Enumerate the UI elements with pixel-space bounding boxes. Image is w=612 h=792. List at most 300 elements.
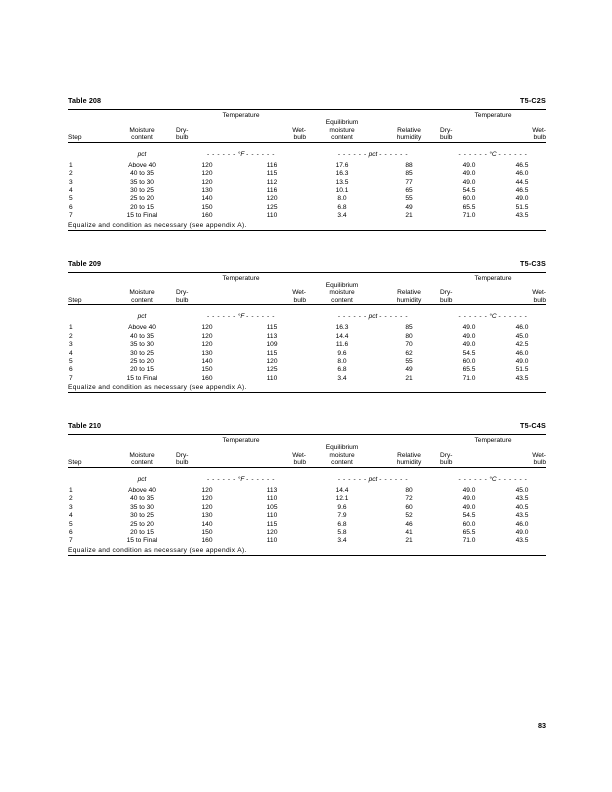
cell-relative-humidity: 52: [405, 512, 413, 520]
table-code: T5-C3S: [520, 258, 546, 268]
cell-relative-humidity: 77: [405, 178, 413, 186]
cell-wet-bulb-f: 115: [266, 520, 278, 528]
cell-relative-humidity: 62: [405, 349, 413, 357]
dash-left: - - - - - -: [337, 313, 367, 321]
units-temperature-f: [176, 143, 306, 158]
col-header-moisture-content-line1: Moisture: [129, 289, 155, 297]
cell-wet-bulb-f: 116: [266, 161, 278, 169]
col-header-dry-bulb-f-line2: bulb: [176, 296, 189, 304]
table-caption-row: [68, 421, 546, 430]
cell-dry-bulb-f: 120: [201, 341, 213, 349]
dash-right: - - - - - -: [379, 150, 409, 158]
dash-right: - - - - - -: [498, 150, 528, 158]
cell-dry-bulb-f: 160: [201, 212, 213, 220]
cell-emc: 6.8: [337, 203, 347, 211]
cell-relative-humidity: 70: [405, 341, 413, 349]
cell-wet-bulb-c: 43.5: [515, 512, 529, 520]
units-emc: [306, 143, 440, 158]
cell-moisture-content: 25 to 20: [130, 195, 154, 203]
cell-dry-bulb-f: 140: [201, 520, 213, 528]
cell-dry-bulb-c: 71.0: [462, 374, 476, 382]
cell-wet-bulb-c: 43.5: [515, 212, 529, 220]
cell-emc: 9.6: [337, 503, 347, 511]
cell-moisture-content: Above 40: [128, 487, 156, 495]
table-code: T5-C4S: [520, 421, 546, 431]
col-header-dry-bulb-f-line1: Dry-: [176, 289, 189, 297]
cell-relative-humidity: 55: [405, 195, 413, 203]
spacer: [378, 273, 440, 282]
units-c-symbol: °C: [489, 476, 497, 484]
cell-relative-humidity: 60: [405, 503, 413, 511]
col-header-rh-line2: humidity: [396, 134, 422, 142]
table-caption: Table 210: [68, 421, 102, 431]
cell-dry-bulb-c: 49.0: [462, 161, 476, 169]
cell-dry-bulb-f: 120: [201, 332, 213, 340]
cell-dry-bulb-c: 49.0: [462, 503, 476, 511]
col-header-emc-line1: Equilibrium: [325, 444, 359, 452]
cell-dry-bulb-f: 150: [201, 203, 213, 211]
cell-step: 7: [69, 374, 73, 382]
dash-left: - - - - - -: [206, 313, 236, 321]
cell-step: 7: [69, 212, 73, 220]
table-row: [68, 195, 546, 203]
cell-moisture-content: Above 40: [128, 161, 156, 169]
cell-wet-bulb-c: 46.0: [515, 349, 529, 357]
table-note-row: [68, 221, 546, 231]
cell-emc: 8.0: [337, 358, 347, 366]
cell-wet-bulb-c: 45.0: [515, 487, 529, 495]
table-code: T5-C2S: [520, 96, 546, 105]
col-header-rh-line2: humidity: [396, 296, 422, 304]
units-f-symbol: °F: [237, 313, 245, 321]
cell-wet-bulb-f: 116: [266, 187, 278, 194]
col-header-relative-humidity: [378, 282, 440, 305]
cell-moisture-content: 35 to 30: [130, 341, 154, 349]
table-row: [68, 504, 546, 512]
page-number: 83: [538, 721, 546, 730]
col-header-wet-bulb-f-line2: bulb: [293, 459, 306, 467]
table-units-row: [68, 468, 546, 483]
table-bottom-rule: [68, 230, 546, 231]
cell-dry-bulb-f: 140: [201, 195, 213, 203]
cell-relative-humidity: 46: [405, 520, 413, 528]
cell-wet-bulb-c: 42.5: [515, 341, 529, 349]
cell-dry-bulb-f: 120: [201, 178, 213, 186]
cell-moisture-content: Above 40: [128, 324, 156, 332]
table-row: [68, 495, 546, 503]
cell-step: 3: [69, 341, 73, 349]
cell-wet-bulb-f: 120: [266, 195, 278, 203]
col-header-wet-bulb-f: [238, 282, 306, 305]
dash-left: - - - - - -: [337, 476, 367, 484]
cell-dry-bulb-c: 49.0: [462, 324, 476, 332]
col-header-step: Step: [68, 459, 82, 467]
cell-dry-bulb-f: 120: [201, 161, 213, 169]
col-header-rh-line1: Relative: [397, 451, 421, 459]
col-header-dry-bulb-c: [440, 119, 498, 142]
col-header-wet-bulb-f-line2: bulb: [293, 134, 306, 142]
schedule-table: [68, 272, 546, 394]
spacer: [306, 273, 378, 282]
col-header-moisture-content-line1: Moisture: [129, 451, 155, 459]
spacer: [378, 435, 440, 444]
spacer: [378, 110, 440, 119]
cell-emc: 5.8: [337, 529, 347, 537]
col-header-moisture-content-line2: content: [131, 296, 153, 304]
cell-emc: 3.4: [337, 537, 347, 545]
cell-wet-bulb-c: 49.0: [515, 358, 529, 366]
cell-moisture-content: 20 to 15: [130, 203, 154, 211]
col-header-wet-bulb-f: [238, 119, 306, 142]
col-header-wet-bulb-f-line2: bulb: [293, 296, 306, 304]
cell-wet-bulb-c: 43.5: [515, 374, 529, 382]
table-block-208: [68, 96, 546, 231]
col-header-dry-bulb-f-line1: Dry-: [176, 451, 189, 459]
cell-wet-bulb-c: 45.0: [515, 332, 529, 340]
cell-emc: 11.6: [335, 341, 349, 349]
dash-left: - - - - - -: [458, 150, 488, 158]
cell-wet-bulb-f: 110: [266, 374, 278, 382]
cell-moisture-content: 25 to 20: [130, 520, 154, 528]
spacer: [108, 435, 176, 444]
table-span-header-row: [68, 435, 546, 444]
cell-dry-bulb-f: 160: [201, 374, 213, 382]
cell-wet-bulb-f: 110: [266, 512, 278, 520]
table-block-210: [68, 421, 546, 556]
cell-relative-humidity: 41: [405, 529, 413, 537]
cell-dry-bulb-f: 120: [201, 170, 213, 178]
dash-right: - - - - - -: [379, 476, 409, 484]
cell-step: 5: [69, 520, 73, 528]
cell-step: 7: [69, 537, 73, 545]
cell-dry-bulb-f: 130: [201, 349, 213, 357]
cell-moisture-content: 30 to 25: [130, 187, 154, 194]
cell-relative-humidity: 21: [405, 212, 413, 220]
table-bottom-rule: [68, 555, 546, 556]
cell-dry-bulb-c: 49.0: [462, 495, 476, 503]
cell-step: 6: [69, 366, 73, 374]
col-header-dry-bulb-c-line2: bulb: [440, 296, 453, 304]
cell-emc: 16.3: [335, 324, 349, 332]
cell-moisture-content: 20 to 15: [130, 529, 154, 537]
cell-relative-humidity: 55: [405, 358, 413, 366]
dash-left: - - - - - -: [337, 150, 367, 158]
dash-right: - - - - - -: [498, 476, 528, 484]
spacer: [68, 468, 108, 483]
cell-step: 2: [69, 170, 73, 178]
col-header-dry-bulb-c-line2: bulb: [440, 459, 453, 467]
cell-dry-bulb-c: 65.5: [462, 203, 476, 211]
col-header-relative-humidity: [378, 444, 440, 467]
table-row: [68, 170, 546, 178]
col-header-moisture-content: [108, 282, 176, 305]
cell-emc: 3.4: [337, 374, 347, 382]
cell-dry-bulb-f: 130: [201, 512, 213, 520]
cell-step: 6: [69, 203, 73, 211]
cell-emc: 12.1: [335, 495, 349, 503]
table-units-row: [68, 143, 546, 158]
units-temperature-c: [440, 468, 546, 483]
col-header-wet-bulb-c-line2: bulb: [533, 459, 546, 467]
dash-left: - - - - - -: [206, 150, 236, 158]
cell-emc: 6.8: [337, 366, 347, 374]
cell-wet-bulb-f: 110: [266, 212, 278, 220]
cell-step: 5: [69, 195, 73, 203]
spacer: [68, 273, 108, 282]
table-note-row: [68, 383, 546, 393]
cell-wet-bulb-f: 105: [266, 503, 278, 511]
table-bottom-rule: [68, 393, 546, 394]
table-note-row: [68, 546, 546, 556]
table-column-header-row: [68, 444, 546, 467]
cell-emc: 9.6: [337, 349, 347, 357]
cell-dry-bulb-c: 54.5: [462, 349, 476, 357]
dash-right: - - - - - -: [246, 476, 276, 484]
cell-wet-bulb-f: 120: [266, 529, 278, 537]
table-column-header-row: [68, 119, 546, 142]
cell-relative-humidity: 80: [405, 332, 413, 340]
table-row: [68, 320, 546, 332]
cell-dry-bulb-c: 60.0: [462, 358, 476, 366]
cell-wet-bulb-f: 110: [266, 537, 278, 545]
cell-relative-humidity: 88: [405, 161, 413, 169]
units-moisture: pct: [137, 150, 147, 158]
span-header-temperature-c: Temperature: [474, 112, 512, 119]
spacer: [68, 143, 108, 158]
cell-step: 1: [69, 161, 73, 169]
cell-dry-bulb-c: 71.0: [462, 212, 476, 220]
dash-right: - - - - - -: [246, 150, 276, 158]
table-note: Equalize and condition as necessary (see appendix A).: [68, 546, 247, 554]
cell-moisture-content: 35 to 30: [130, 503, 154, 511]
dash-left: - - - - - -: [206, 476, 236, 484]
span-header-temperature-f: Temperature: [222, 437, 260, 445]
cell-emc: 6.8: [337, 520, 347, 528]
col-header-moisture-content-line2: content: [131, 459, 153, 467]
cell-wet-bulb-f: 115: [266, 349, 278, 357]
col-header-dry-bulb-c: [440, 444, 498, 467]
col-header-emc-line3: content: [331, 134, 353, 142]
cell-dry-bulb-f: 120: [201, 503, 213, 511]
table-span-header-row: [68, 273, 546, 282]
cell-relative-humidity: 21: [405, 537, 413, 545]
cell-moisture-content: 30 to 25: [130, 349, 154, 357]
units-pct-symbol: pct: [368, 313, 378, 321]
units-temperature-c: [440, 143, 546, 158]
cell-wet-bulb-f: 115: [266, 324, 278, 332]
cell-relative-humidity: 85: [405, 170, 413, 178]
cell-wet-bulb-c: 46.0: [515, 324, 529, 332]
cell-wet-bulb-c: 51.5: [515, 366, 529, 374]
cell-dry-bulb-c: 49.0: [462, 170, 476, 178]
units-moisture: pct: [137, 476, 147, 484]
cell-emc: 8.0: [337, 195, 347, 203]
dash-left: - - - - - -: [458, 313, 488, 321]
spacer: [306, 110, 378, 119]
cell-moisture-content: 15 to Final: [126, 212, 158, 220]
schedule-table: [68, 109, 546, 231]
table-row: [68, 158, 546, 170]
table-row: [68, 358, 546, 366]
units-c-symbol: °C: [489, 150, 497, 158]
schedule-table: [68, 434, 546, 556]
table-row: [68, 366, 546, 374]
cell-dry-bulb-f: 120: [201, 495, 213, 503]
cell-emc: 10.1: [335, 187, 349, 194]
col-header-emc: [306, 282, 378, 305]
cell-emc: 3.4: [337, 212, 347, 220]
table-caption-row: [68, 96, 546, 105]
cell-wet-bulb-f: 125: [266, 366, 278, 374]
cell-step: 4: [69, 187, 73, 194]
cell-relative-humidity: 49: [405, 203, 413, 211]
cell-wet-bulb-f: 120: [266, 358, 278, 366]
cell-step: 5: [69, 358, 73, 366]
units-moisture: pct: [137, 313, 147, 321]
spacer: [108, 273, 176, 282]
cell-relative-humidity: 49: [405, 366, 413, 374]
cell-wet-bulb-f: 110: [266, 495, 278, 503]
col-header-dry-bulb-f: [176, 444, 238, 467]
dash-right: - - - - - -: [246, 313, 276, 321]
cell-emc: 14.4: [335, 332, 349, 340]
units-f-symbol: °F: [237, 476, 245, 484]
cell-dry-bulb-c: 49.0: [462, 341, 476, 349]
col-header-emc-line1: Equilibrium: [325, 281, 359, 289]
cell-dry-bulb-f: 160: [201, 537, 213, 545]
cell-emc: 13.5: [335, 178, 349, 186]
table-units-row: [68, 305, 546, 320]
cell-wet-bulb-c: 43.5: [515, 537, 529, 545]
cell-wet-bulb-c: 46.5: [515, 187, 529, 194]
cell-dry-bulb-f: 140: [201, 358, 213, 366]
units-pct-symbol: pct: [368, 476, 378, 484]
span-header-temperature-c: Temperature: [474, 437, 512, 445]
spacer: [68, 435, 108, 444]
table-block-209: [68, 259, 546, 394]
cell-moisture-content: 40 to 35: [130, 495, 154, 503]
col-header-wet-bulb-c-line2: bulb: [533, 296, 546, 304]
dash-left: - - - - - -: [458, 476, 488, 484]
table-note: Equalize and condition as necessary (see appendix A).: [68, 221, 247, 229]
col-header-wet-bulb-c: [498, 282, 546, 305]
col-header-emc-line2: moisture: [329, 289, 355, 297]
units-c-symbol: °C: [489, 313, 497, 321]
cell-wet-bulb-c: 49.0: [515, 529, 529, 537]
table-caption: Table 208: [68, 96, 102, 105]
col-header-dry-bulb-f-line2: bulb: [176, 134, 189, 142]
col-header-rh-line2: humidity: [396, 459, 422, 467]
cell-step: 2: [69, 495, 73, 503]
units-f-symbol: °F: [237, 150, 245, 158]
table-row: [68, 341, 546, 349]
cell-dry-bulb-c: 54.5: [462, 187, 476, 194]
cell-dry-bulb-c: 54.5: [462, 512, 476, 520]
col-header-wet-bulb-f-line1: Wet-: [292, 451, 306, 459]
cell-step: 4: [69, 349, 73, 357]
cell-moisture-content: 35 to 30: [130, 178, 154, 186]
spacer: [108, 110, 176, 119]
cell-moisture-content: 25 to 20: [130, 358, 154, 366]
table-row: [68, 483, 546, 495]
col-header-wet-bulb-f-line1: Wet-: [292, 289, 306, 297]
col-header-emc-line1: Equilibrium: [325, 119, 359, 126]
dash-right: - - - - - -: [379, 313, 409, 321]
table-caption-row: [68, 259, 546, 268]
table-row: [68, 350, 546, 358]
cell-relative-humidity: 21: [405, 374, 413, 382]
page-content: [68, 96, 546, 584]
cell-wet-bulb-f: 115: [266, 170, 278, 178]
col-header-dry-bulb-c-line2: bulb: [440, 134, 453, 142]
cell-moisture-content: 30 to 25: [130, 512, 154, 520]
cell-relative-humidity: 65: [405, 187, 413, 194]
table-row: [68, 204, 546, 212]
col-header-step: Step: [68, 134, 82, 142]
table-row: [68, 529, 546, 537]
dash-right: - - - - - -: [498, 313, 528, 321]
cell-wet-bulb-c: 49.0: [515, 195, 529, 203]
spacer: [68, 110, 108, 119]
span-header-temperature-c: Temperature: [474, 274, 512, 282]
units-temperature-f: [176, 468, 306, 483]
cell-wet-bulb-c: 46.0: [515, 520, 529, 528]
table-span-header-row: [68, 110, 546, 119]
cell-wet-bulb-c: 43.5: [515, 495, 529, 503]
cell-step: 6: [69, 529, 73, 537]
cell-step: 1: [69, 324, 73, 332]
col-header-wet-bulb-c: [498, 444, 546, 467]
cell-moisture-content: 15 to Final: [126, 537, 158, 545]
table-caption: Table 209: [68, 258, 102, 268]
cell-wet-bulb-c: 46.5: [515, 161, 529, 169]
cell-wet-bulb-f: 112: [266, 178, 278, 186]
cell-step: 4: [69, 512, 73, 520]
col-header-emc-line2: moisture: [329, 126, 355, 134]
cell-dry-bulb-f: 120: [201, 324, 213, 332]
spacer: [68, 305, 108, 320]
col-header-wet-bulb-f-line1: Wet-: [292, 126, 306, 134]
units-temperature-c: [440, 305, 546, 320]
cell-wet-bulb-f: 125: [266, 203, 278, 211]
col-header-step: Step: [68, 296, 82, 304]
col-header-relative-humidity: [378, 119, 440, 142]
col-header-moisture-content-line2: content: [131, 134, 153, 142]
col-header-rh-line1: Relative: [397, 289, 421, 297]
cell-dry-bulb-c: 49.0: [462, 487, 476, 495]
cell-dry-bulb-c: 49.0: [462, 178, 476, 186]
table-row: [68, 212, 546, 220]
cell-wet-bulb-f: 113: [266, 332, 278, 340]
col-header-wet-bulb-c-line1: Wet-: [532, 289, 546, 297]
col-header-rh-line1: Relative: [397, 126, 421, 134]
col-header-moisture-content: [108, 119, 176, 142]
cell-relative-humidity: 85: [405, 324, 413, 332]
cell-step: 3: [69, 503, 73, 511]
cell-dry-bulb-c: 60.0: [462, 195, 476, 203]
cell-step: 2: [69, 332, 73, 340]
cell-wet-bulb-f: 109: [266, 341, 278, 349]
table-row: [68, 375, 546, 383]
cell-dry-bulb-f: 130: [201, 187, 213, 194]
table-row: [68, 187, 546, 195]
table-row: [68, 333, 546, 341]
cell-step: 1: [69, 487, 73, 495]
col-header-dry-bulb-f: [176, 119, 238, 142]
cell-emc: 7.9: [337, 512, 347, 520]
cell-relative-humidity: 72: [405, 495, 413, 503]
cell-emc: 17.6: [335, 161, 349, 169]
